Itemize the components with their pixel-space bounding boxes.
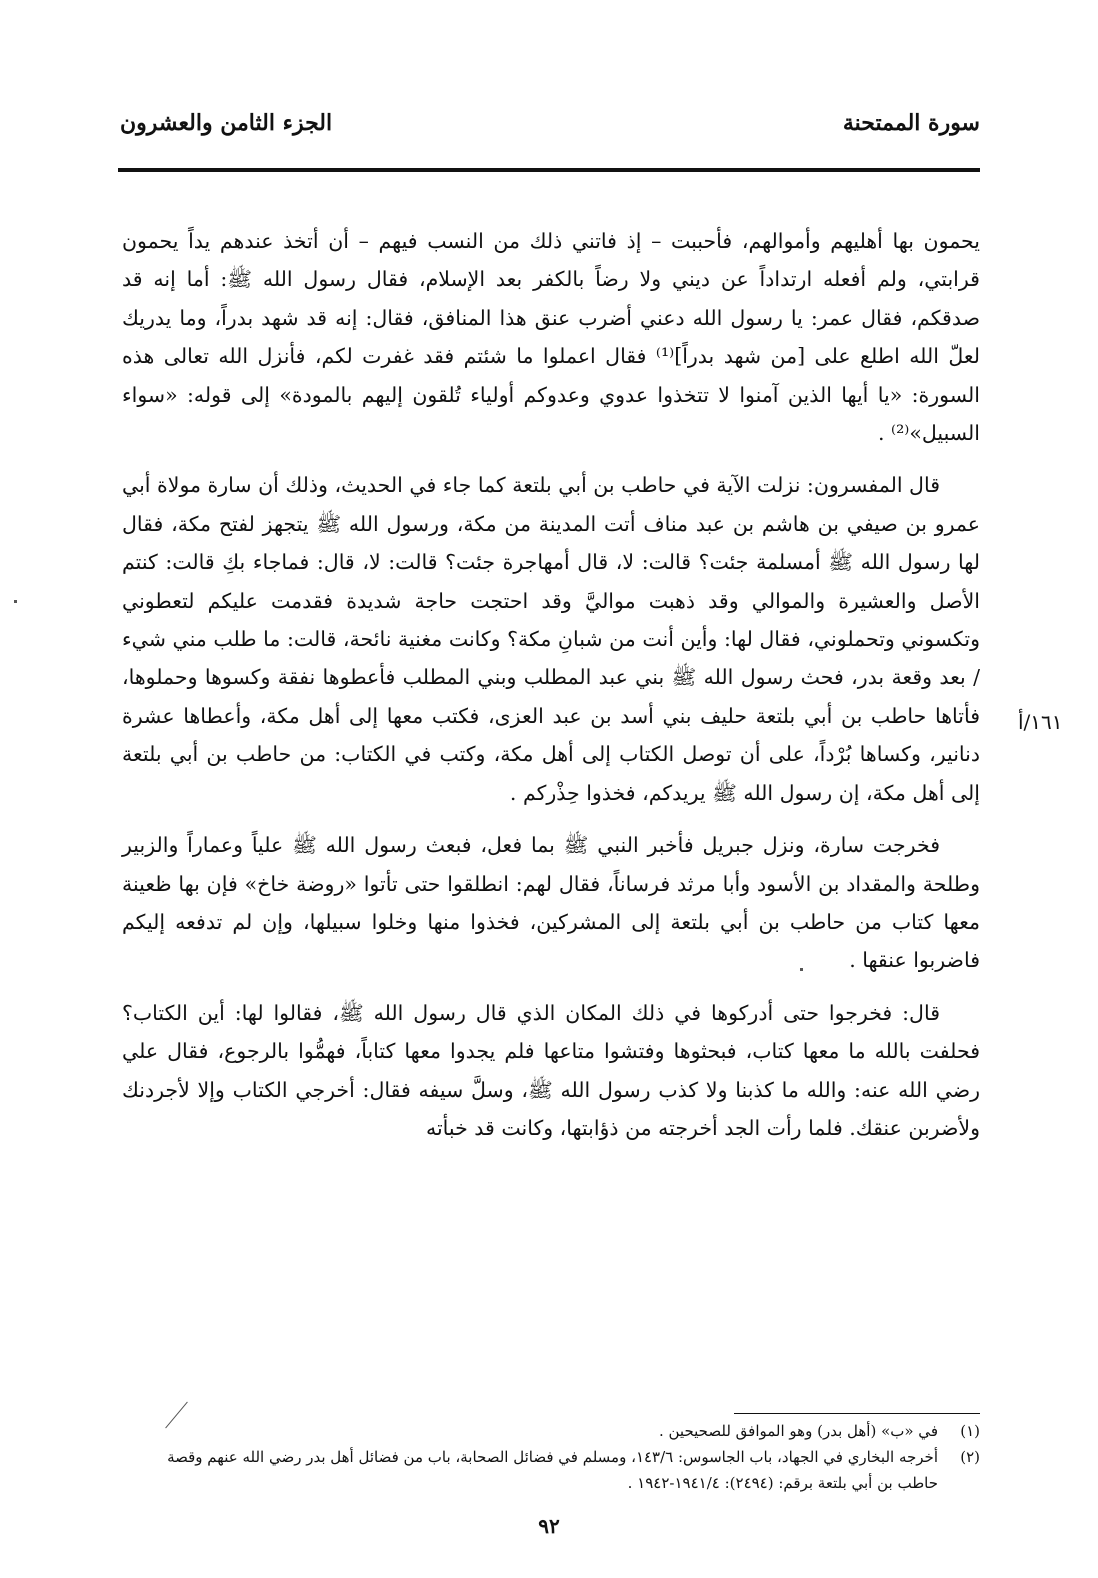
manuscript-folio-note: ١٦١/أ	[1018, 710, 1063, 734]
running-header	[120, 110, 980, 150]
surah-title: سورة الممتحنة	[842, 110, 980, 136]
part-title: الجزء الثامن والعشرون	[120, 110, 333, 136]
footnote-text: في «ب» (أهل بدر) وهو الموافق للصحيحين .	[658, 1422, 938, 1440]
paragraph-3: فخرجت سارة، ونزل جبريل فأخبر النبي ﷺ بما فعل، فبعث رسول الله ﷺ علياً وعماراً والزبير وطلحة والمقداد بن الأسود وأبا مرثد فرساناً، فقال لهم: انطلقوا حتى تأتوا «روضة خاخ» فإن بها ظعينة معها كتاب من حاطب بن أبي بلتعة إلى المشركين، فخذوا منها وخلوا سبيلها، وإن لم تدفعه إليكم فاضربوا عنقها .	[122, 833, 980, 973]
footnote-rule	[734, 1413, 980, 1414]
paragraph-1: يحمون بها أهليهم وأموالهم، فأحببت – إذ فاتني ذلك من النسب فيهم – أن أتخذ عندهم يداً يحمون قرابتي، ولم أفعله ارتداداً عن ديني ولا رضاً بالكفر بعد الإسلام، فقال رسول الله ﷺ: أما إنه قد صدقكم، فقال عمر: يا رسول الله دعني أضرب عنق هذا المنافق، فقال: إنه قد شهد بدراً، وما يدريك لعلّ الله اطلع على [من شهد بدراً]⁽¹⁾ فقال اعملوا ما شئتم فقد غفرت لكم، فأنزل الله تعالى هذه السورة: «يا أيها الذين آمنوا لا تتخذوا عدوي وعدوكم أولياء تُلقون إليهم بالمودة» إلى قوله: «سواء السبيل»⁽²⁾ .	[122, 229, 980, 446]
paragraph-2: قال المفسرون: نزلت الآية في حاطب بن أبي بلتعة كما جاء في الحديث، وذلك أن سارة مولاة أبي عمرو بن صيفي بن هاشم بن عبد مناف أتت المدينة من مكة، ورسول الله ﷺ يتجهز لفتح مكة، فقال لها رسول الله ﷺ أمسلمة جئت؟ قالت: لا، قال أمهاجرة جئت؟ قالت: لا، قال: فماجاء بكِ قالت: كنتم الأصل والعشيرة والموالي وقد ذهبت مواليَّ وقد احتجت حاجة شديدة فقدمت عليكم لتعطوني وتكسوني وتحملوني، فقال لها: وأين أنت من شبانِ مكة؟ وكانت مغنية نائحة، قالت: ما طلب مني شيء / بعد وقعة بدر، فحث رسول الله ﷺ بني عبد المطلب وبني المطلب فأعطوها نفقة وكسوها وحملوها، فأتاها حاطب بن أبي بلتعة حليف بني أسد بن عبد العزى، فكتب معها إلى أهل مكة، وأعطاها عشرة دنانير، وكساها بُرْداً، على أن توصل الكتاب إلى أهل مكة، وكتب في الكتاب: من حاطب بن أبي بلتعة إلى أهل مكة، إن رسول الله ﷺ يريدكم، فخذوا حِذْركم .	[122, 473, 980, 805]
footnote-text: أخرجه البخاري في الجهاد، باب الجاسوس: ١٤٣/٦، ومسلم في فضائل الصحابة، باب من فضائل أهل بدر رضي الله عنهم وقصة حاطب بن أبي بلتعة برقم: (٢٤٩٤): ١٩٤١/٤-١٩٤٢ .	[167, 1448, 938, 1492]
scan-speck	[14, 600, 17, 603]
footnote-2	[122, 1444, 980, 1496]
main-text	[122, 222, 980, 1147]
footnotes	[122, 1418, 980, 1496]
footnote-1	[122, 1418, 980, 1444]
scan-speck	[800, 968, 803, 971]
footnote-number: (٢)	[960, 1448, 980, 1466]
header-rule	[118, 168, 980, 172]
footnote-number: (١)	[960, 1422, 980, 1440]
paragraph-4: قال: فخرجوا حتى أدركوها في ذلك المكان الذي قال رسول الله ﷺ، فقالوا لها: أين الكتاب؟ فحلفت بالله ما معها كتاب، فبحثوها وفتشوا متاعها فلم يجدوا معها كتاباً، فهمُّوا بالرجوع، فقال علي رضي الله عنه: والله ما كذبنا ولا كذب رسول الله ﷺ، وسلَّ سيفه فقال: أخرجي الكتاب وإلا لأجردنك ولأضربن عنقك. فلما رأت الجد أخرجته من ذؤابتها، وكانت قد خبأته	[122, 1000, 980, 1140]
page-number: ٩٢	[538, 1514, 560, 1538]
